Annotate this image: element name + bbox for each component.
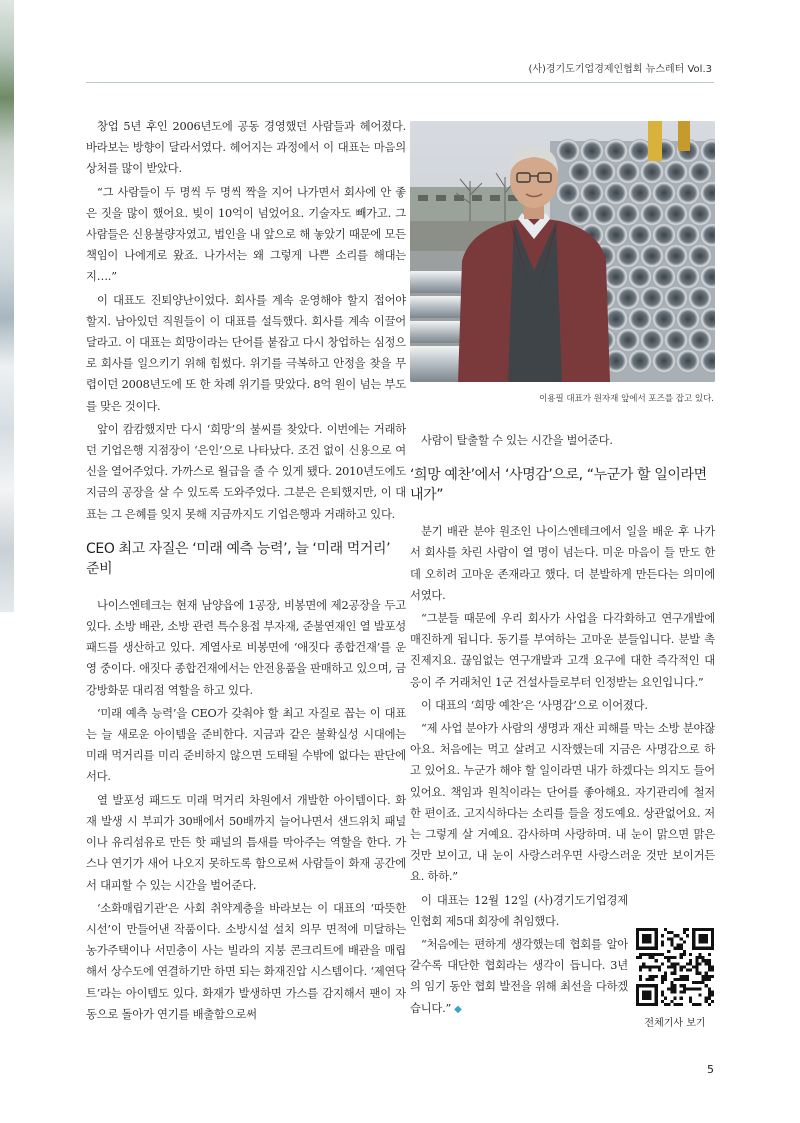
- header-divider: [86, 82, 714, 83]
- article-photo: [410, 121, 715, 382]
- page-number: 5: [707, 1063, 714, 1076]
- section-heading: CEO 최고 자질은 ‘미래 예측 능력’, 늘 ‘미래 먹거리’ 준비: [86, 540, 391, 577]
- article-paragraph: 앞이 캄캄했지만 다시 ‘희망’의 불씨를 찾았다. 이번에는 거래하던 기업은행 지점장이 ‘은인’으로 나타났다. 조건 없이 신용으로 여신을 열어주었다. 가까스로 월급을 줄 수 있게 됐다. 2010년도에도 지금의 공장을 살 수 있도록 도와주었다. 그분은 은퇴했지만, 이 대표는 그 은혜를 잊지 못해 지금까지도 기업은행과 거래하고 있다.: [86, 422, 406, 521]
- section-heading: ‘희망 예찬’에서 ‘사명감’으로, “누군가 할 일이라면 내가”: [410, 467, 707, 504]
- qr-label: 전체기사 보기: [644, 1018, 706, 1029]
- article-paragraph: 이 대표는 12월 12일 (사)경기도기업경제인협회 제5대 회장에 취임했다.: [410, 893, 628, 928]
- ceo-with-pipes-image: [410, 121, 715, 382]
- qr-code[interactable]: [636, 928, 714, 1006]
- article-paragraph: 분기 배관 분야 원조인 나이스엔테크에서 일을 배운 후 나가서 회사를 차린 사람이 열 명이 넘는다. 미운 마음이 들 만도 한데 오히려 고마운 존재라고 했다. 더 분발하게 만든다는 의미에서였다.: [410, 525, 715, 602]
- article-end-icon: ◆: [451, 1003, 462, 1015]
- article-paragraph: 열 발포성 패드도 미래 먹거리 차원에서 개발한 아이템이다. 화재 발생 시 부피가 30배에서 50배까지 늘어나면서 샌드위치 패널이나 유리섬유로 만든 핫 패널의 틈새를 막아주는 역할을 한다. 가스나 연기가 새어 나오지 못하도록 함으로써 사람들이 화재 공간에서 대피할 수 있는 시간을 벌어준다.: [86, 793, 406, 892]
- article-paragraph: 이 대표도 진퇴양난이었다. 회사를 계속 운영해야 할지 접어야 할지. 남아있던 직원들이 이 대표를 설득했다. 회사를 계속 이끌어달라고. 이 대표는 희망이라는 단어를 붙잡고 다시 창업하는 심정으로 회사를 일으키기 위해 힘썼다. 위기를 극복하고 안정을 찾을 무렵이던 2008년도에 또 한 차례 위기를 맞았다. 8억 원이 넘는 부도를 맞은 것이다.: [86, 293, 406, 413]
- article-paragraph: ‘미래 예측 능력’을 CEO가 갖춰야 할 최고 자질로 꼽는 이 대표는 늘 새로운 아이템을 준비한다. 지금과 같은 불확실성 시대에는 미래 먹거리를 미리 준비하지 않으면 도태될 수밖에 없다는 판단에서다.: [86, 706, 406, 784]
- article-paragraph: 나이스엔테크는 현재 남양읍에 1공장, 비봉면에 제2공장을 두고 있다. 소방 배관, 소방 관련 특수용접 부자재, 준불연재인 열 발포성 패드를 생산하고 있다. 계열사로 비봉면에 ‘애짓다 종합건재’를 운영 중이다. 애짓다 종합건재에서는 안전용품을 판매하고 있으며, 금강방화문 대리점 역할을 하고 있다.: [86, 598, 406, 697]
- article-paragraph: “그 사람들이 두 명씩 두 명씩 짝을 지어 나가면서 회사에 안 좋은 짓을 많이 했어요. 빚이 10억이 넘었어요. 기술자도 빼가고. 그 사람들은 신용불량자였고, 법인을 내 앞으로 해 놓았기 때문에 모든 책임이 나에게로 왔죠. 나가서는 왜 그렇게 나쁜 소리를 해대는지….”: [86, 185, 406, 284]
- article-paragraph: “그분들 때문에 우리 회사가 사업을 다각화하고 연구개발에 매진하게 됩니다. 동기를 부여하는 고마운 분들입니다. 분발 촉진제지요. 끊임없는 연구개발과 고객 요구에 대한 즉각적인 대응이 주 거래처인 1군 건설사들로부터 인정받는 요인입니다.”: [410, 612, 715, 689]
- article-paragraph: ‘소화매립기관’은 사회 취약계층을 바라보는 이 대표의 ‘따뜻한 시선’이 만들어낸 작품이다. 소방시설 설치 의무 면적에 미달하는 농가주택이나 서민층이 사는 빌라의 지붕 콘크리트에 배관을 매립해서 상수도에 연결하기만 하면 되는 화재진압 시스템이다. ‘제연닥트’라는 아이템도 있다. 화재가 발생하면 가스를 감지해서 팬이 자동으로 돌아가 연기를 배출함으로써: [86, 901, 406, 1021]
- photo-caption: 이용필 대표가 원자재 앞에서 포즈를 잡고 있다.: [539, 394, 714, 404]
- article-paragraph: 이 대표의 ‘희망 예찬’은 ‘사명감’으로 이어졌다.: [421, 698, 648, 712]
- article-left-column: [86, 116, 406, 1027]
- article-paragraph: 창업 5년 후인 2006년도에 공동 경영했던 사람들과 헤어졌다. 바라보는 방향이 달라서였다. 헤어지는 과정에서 이 대표는 마음의 상처를 많이 받았다.: [86, 120, 406, 176]
- article-paragraph: “처음에는 편하게 생각했는데 협회를 알아갈수록 대단한 협회라는 생각이 듭니다. 3년의 임기 동안 협회 발전을 위해 최선을 다하겠습니다.” ◆: [410, 938, 628, 1015]
- article-paragraph: “제 사업 분야가 사람의 생명과 재산 피해를 막는 소방 분야잖아요. 처음에는 먹고 살려고 시작했는데 지금은 사명감으로 하고 있어요. 누군가 해야 할 일이라면 내가 하겠다는 의지도 들어 있어요. 책임과 원칙이라는 단어를 좋아해요. 자기관리에 철저한 편이죠. 고지식하다는 소리를 들을 정도예요. 상관없어요. 저는 그렇게 살 거예요. 감사하며 사랑하며. 내 눈이 맑으면 맑은 것만 보이고, 내 눈이 사랑스러우면 사랑스러운 것만 보이거든요. 하하.”: [410, 722, 715, 884]
- newsletter-header: (사)경기도기업경제인협회 뉴스레터 Vol.3: [528, 64, 712, 75]
- article-paragraph: 사람이 탈출할 수 있는 시간을 벌어준다.: [421, 434, 613, 447]
- previous-page-edge-decoration: [0, 0, 14, 612]
- qr-code-image: [636, 928, 714, 1006]
